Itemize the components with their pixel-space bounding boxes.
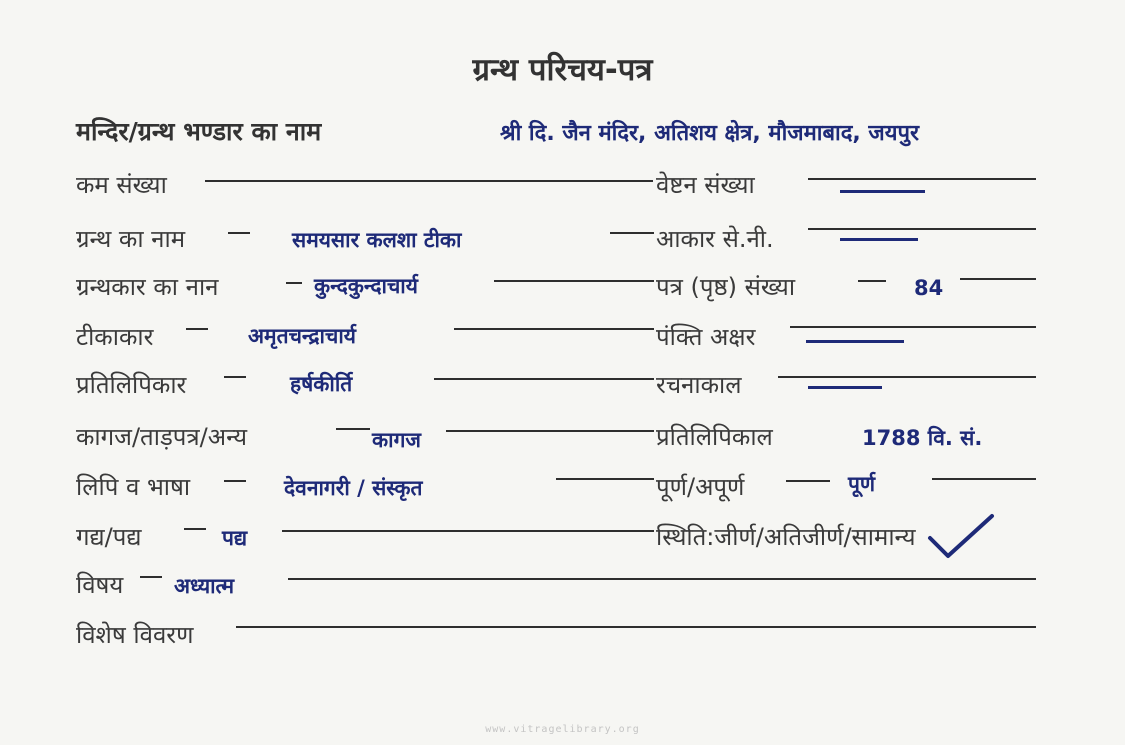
- author-label: ग्रन्थकार का नान: [76, 273, 219, 301]
- script-language-line-a: [224, 480, 246, 482]
- checkmark-icon: [926, 512, 996, 562]
- material-value: कागज: [372, 428, 421, 452]
- row-script-completeness: [0, 470, 1125, 514]
- size-dash: [840, 238, 918, 241]
- author-line-a: [286, 282, 302, 284]
- prose-verse-line-b: [282, 530, 654, 532]
- line-letters-line: [790, 326, 1036, 328]
- completeness-label: पूर्ण/अपूर्ण: [656, 473, 745, 501]
- special-details-line: [236, 626, 1036, 628]
- serial-number-label: कम संख्या: [76, 171, 167, 199]
- script-language-line-b: [556, 478, 654, 480]
- book-name-value: समयसार कलशा टीका: [292, 228, 462, 252]
- pages-line-b: [960, 278, 1036, 280]
- line-letters-label: पंक्ति अक्षर: [656, 323, 756, 351]
- card-title: ग्रन्थ परिचय-पत्र: [472, 52, 653, 88]
- subject-label: विषय: [76, 571, 124, 599]
- material-line-b: [446, 430, 654, 432]
- composition-period-label: रचनाकाल: [656, 371, 742, 399]
- row-serial-wrapping: [0, 168, 1125, 212]
- temple-name-label: मन्दिर/ग्रन्थ भण्डार का नाम: [76, 117, 322, 146]
- composition-period-line: [778, 376, 1036, 378]
- wrapping-number-label: वेष्टन संख्या: [656, 171, 755, 199]
- row-title-size: [0, 222, 1125, 266]
- author-line-b: [494, 280, 654, 282]
- copy-date-value: 1788 वि. सं.: [862, 426, 983, 450]
- copyist-label: प्रतिलिपिकार: [76, 371, 187, 399]
- commentator-line-a: [186, 328, 208, 330]
- pages-line-a: [858, 280, 886, 282]
- completeness-value: पूर्ण: [848, 472, 876, 496]
- subject-line-a: [140, 576, 162, 578]
- commentator-value: अमृतचन्द्राचार्य: [248, 324, 356, 348]
- composition-period-dash: [808, 386, 882, 389]
- commentator-label: टीकाकार: [76, 323, 154, 351]
- prose-verse-label: गद्य/पद्य: [76, 523, 142, 551]
- size-label: आकार से.नी.: [656, 225, 774, 253]
- pages-value: 84: [914, 276, 944, 300]
- completeness-line-a: [786, 480, 830, 482]
- prose-verse-value: पद्य: [222, 526, 248, 550]
- copyist-line-b: [434, 378, 654, 380]
- copyist-value: हर्षकीर्ति: [290, 372, 353, 396]
- book-name-line-b: [610, 232, 654, 234]
- serial-number-line: [205, 180, 653, 182]
- row-author-pages: [0, 270, 1125, 314]
- row-remarks: [0, 618, 1125, 662]
- copy-date-label: प्रतिलिपिकाल: [656, 423, 773, 451]
- condition-label: स्थिति:जीर्ण/अतिजीर्ण/सामान्य: [656, 523, 916, 551]
- book-name-line-a: [228, 232, 250, 234]
- completeness-line-b: [932, 478, 1036, 480]
- material-label: कागज/ताड़पत्र/अन्य: [76, 423, 248, 451]
- script-language-value: देवनागरी / संस्कृत: [284, 476, 423, 500]
- author-value: कुन्दकुन्दाचार्य: [314, 274, 418, 298]
- subject-line-b: [288, 578, 1036, 580]
- pages-label: पत्र (पृष्ठ) संख्या: [656, 273, 796, 301]
- row-material-copydate: [0, 420, 1125, 464]
- row-subject: [0, 568, 1125, 612]
- prose-verse-line-a: [184, 528, 206, 530]
- temple-name-value: श्री दि. जैन मंदिर, अतिशय क्षेत्र, मौजमाबाद, जयपुर: [500, 121, 920, 146]
- special-details-label: विशेष विवरण: [76, 621, 194, 649]
- copyist-line-a: [224, 376, 246, 378]
- size-line: [808, 228, 1036, 230]
- row-commentator-lines: [0, 320, 1125, 364]
- watermark: www.vitragelibrary.org: [485, 724, 640, 735]
- row-copyist-composition: [0, 368, 1125, 412]
- wrapping-number-line: [808, 178, 1036, 180]
- subject-value: अध्यात्म: [174, 574, 235, 598]
- material-line-a: [336, 428, 370, 430]
- script-language-label: लिपि व भाषा: [76, 473, 191, 501]
- commentator-line-b: [454, 328, 654, 330]
- line-letters-dash: [806, 340, 904, 343]
- row-form-condition: [0, 520, 1125, 564]
- book-name-label: ग्रन्थ का नाम: [76, 225, 186, 253]
- wrapping-number-dash: [840, 190, 925, 193]
